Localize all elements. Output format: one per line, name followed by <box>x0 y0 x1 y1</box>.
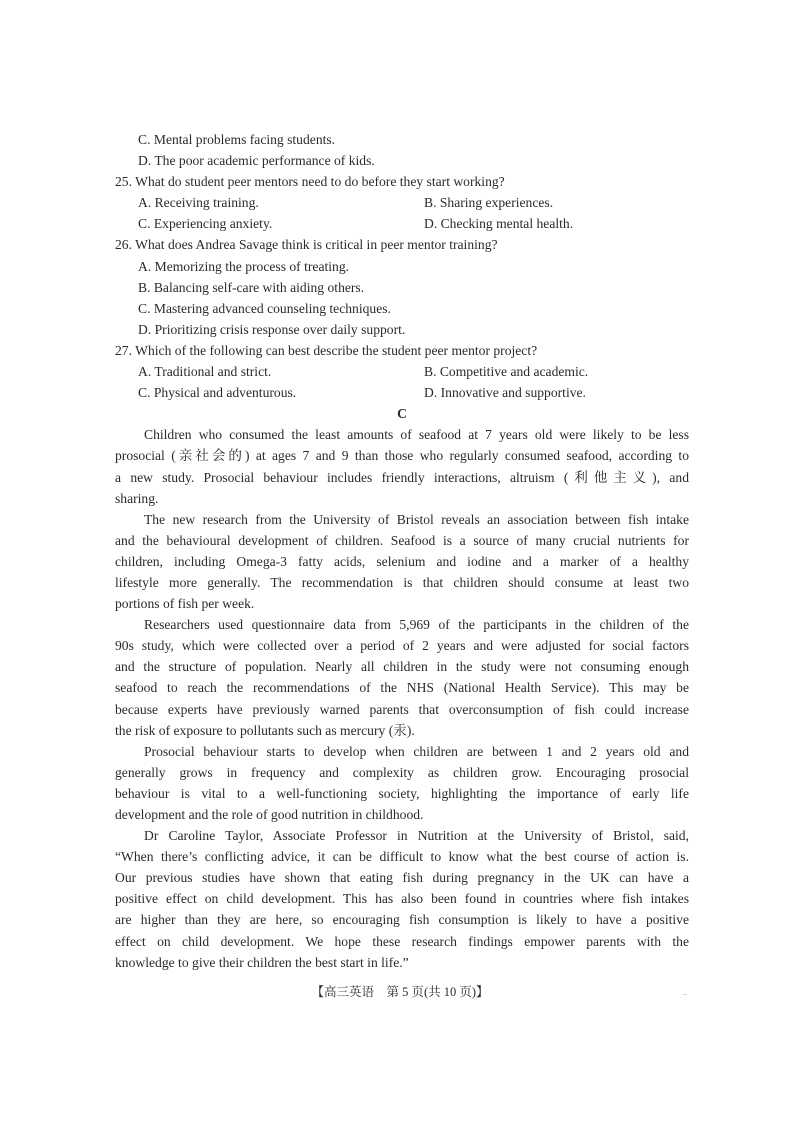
paragraph-line: seafood to reach the recommendations of the NHS (National Health Service). This may be <box>115 680 689 696</box>
option-26b: B. Balancing self-care with aiding others. <box>138 279 365 295</box>
question-26: 26. What does Andrea Savage think is critical in peer mentor training? <box>115 237 498 253</box>
paragraph-line: lifestyle more generally. The recommendation is that children should consume at least two <box>115 574 689 590</box>
paragraph <box>115 424 689 508</box>
exam-page <box>115 129 689 973</box>
option-27b: B. Competitive and academic. <box>424 364 589 380</box>
paragraph-line: prosocial (亲社会的) at ages 7 and 9 than those who regularly consumed seafood, according to <box>115 448 689 464</box>
paragraph-line: portions of fish per week. <box>115 596 255 612</box>
passage <box>115 424 689 972</box>
paragraph-line: “When there’s conflicting advice, it can be difficult to know what the best course of action is. <box>115 849 689 865</box>
section-heading: C <box>397 406 407 422</box>
option-24c: C. Mental problems facing students. <box>138 132 336 147</box>
paragraph-line: are higher than they are here, so encouraging fish consumption is likely to have a positive <box>115 912 689 928</box>
option-25a: A. Receiving training. <box>138 195 259 211</box>
paragraph-line: development and the role of good nutrition in childhood. <box>115 807 424 822</box>
question-27: 27. Which of the following can best describe the student peer mentor project? <box>115 342 538 358</box>
option-26c: C. Mastering advanced counseling techniques. <box>138 300 391 316</box>
paragraph <box>115 614 689 741</box>
option-26a: A. Memorizing the process of treating. <box>138 258 350 274</box>
paragraph-line: knowledge to give their children the best start in life.” <box>115 954 409 970</box>
paragraph-line: Children who consumed the least amounts of seafood at 7 years old were likely to be less <box>144 427 689 443</box>
scan-mark: .. <box>683 988 687 997</box>
paragraph-line: children, including Omega-3 fatty acids, selenium and iodine and a marker of a healthy <box>115 553 689 569</box>
paragraph-line: The new research from the University of Bristol reveals an association between fish intake <box>144 511 689 527</box>
paragraph-line: effect on child development. We hope these research findings empower parents with the <box>115 933 689 949</box>
paragraph-line: because experts have previously warned parents that overconsumption of fish could increase <box>115 701 689 717</box>
option-25d: D. Checking mental health. <box>424 216 574 232</box>
paragraph-line: positive effect on child development. This has also been found in countries where fish intakes <box>115 891 689 907</box>
paragraph-line: 90s study, which were collected over a period of 2 years and were adjusted for social factors <box>115 638 689 654</box>
paragraph-line: a new study. Prosocial behaviour includes friendly interactions, altruism (利他主义), and <box>115 469 689 485</box>
paragraph-line: Prosocial behaviour starts to develop when children are between 1 and 2 years old and <box>144 743 689 759</box>
option-27d: D. Innovative and supportive. <box>424 385 586 401</box>
paragraph-line: Researchers used questionnaire data from 5,969 of the participants in the children of the <box>144 617 689 633</box>
paragraph-line: and the structure of population. Nearly all children in the study were not consuming enough <box>115 659 689 675</box>
option-27a: A. Traditional and strict. <box>138 364 272 380</box>
option-26d: D. Prioritizing crisis response over daily support. <box>138 321 406 337</box>
paragraph-line: behaviour is vital to a well-functioning society, highlighting the importance of early life <box>115 785 689 801</box>
option-25c: C. Experiencing anxiety. <box>138 216 273 232</box>
paragraph <box>115 825 689 973</box>
paragraph-line: and the behavioural development of children. Seafood is a source of many crucial nutrients for <box>115 532 689 548</box>
paragraph <box>115 741 689 825</box>
paragraph-line: Our previous studies have shown that eating fish during pregnancy in the UK can have a <box>115 870 689 886</box>
paragraph <box>115 509 689 614</box>
paragraph-line: Dr Caroline Taylor, Associate Professor in Nutrition at the University of Bristol, said, <box>144 828 689 844</box>
paragraph-line: the risk of exposure to pollutants such as mercury (汞). <box>115 722 415 738</box>
option-27c: C. Physical and adventurous. <box>138 385 297 401</box>
question-25: 25. What do student peer mentors need to do before they start working? <box>115 174 505 190</box>
option-24d: D. The poor academic performance of kids. <box>138 153 375 169</box>
option-25b: B. Sharing experiences. <box>424 195 554 211</box>
page-footer: 【高三英语 第 5 页(共 10 页)】 <box>311 985 489 999</box>
paragraph-line: generally grows in frequency and complexity as children grow. Encouraging prosocial <box>115 764 689 780</box>
paragraph-line: sharing. <box>115 490 159 506</box>
